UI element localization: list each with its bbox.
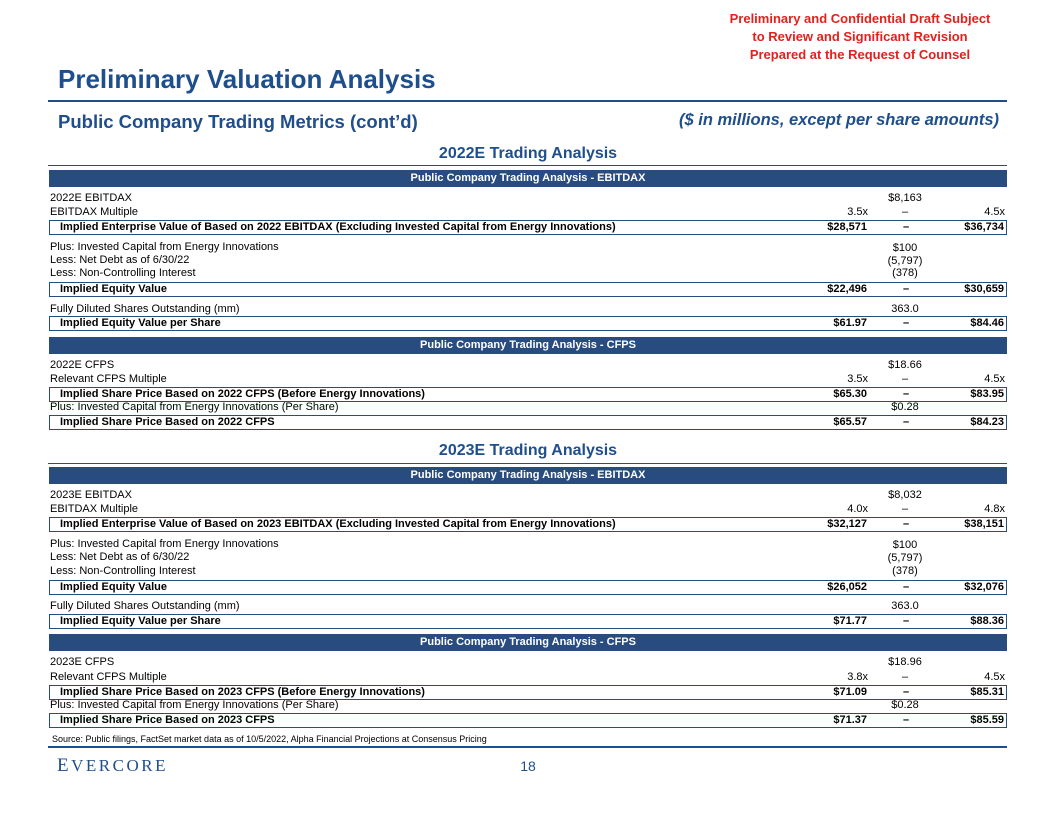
row-label: 2022E EBITDAX (50, 192, 132, 204)
row-dash: – (902, 518, 910, 530)
title-divider (48, 100, 1007, 102)
row-label: Implied Share Price Based on 2022 CFPS (Before Energy Innovations) (60, 388, 425, 400)
confidentiality-line-2: to Review and Significant Revision (752, 29, 968, 44)
row-2022-nci (49, 266, 1007, 281)
row-label: Less: Net Debt as of 6/30/22 (50, 254, 190, 266)
row-value: (5,797) (887, 552, 923, 564)
section-divider-2023 (48, 463, 1007, 464)
row-high: $85.31 (970, 686, 1004, 698)
row-high: $84.46 (970, 317, 1004, 329)
row-low: $32,127 (827, 518, 867, 530)
page-subtitle: Public Company Trading Metrics (cont’d) (58, 111, 418, 132)
row-value: $100 (892, 242, 918, 254)
row-2022-share-price (49, 415, 1007, 430)
row-2023-shares (49, 599, 1007, 614)
bar-2023-cfps: Public Company Trading Analysis - CFPS (49, 634, 1007, 651)
section-divider-2022 (48, 165, 1007, 166)
row-high: 4.8x (984, 503, 1005, 515)
row-dash: – (902, 416, 910, 428)
row-high: $36,734 (964, 221, 1004, 233)
row-dash: – (902, 317, 910, 329)
row-2022-equity-per-share (49, 316, 1007, 331)
row-high: 4.5x (984, 373, 1005, 385)
row-dash: – (902, 615, 910, 627)
row-label: Implied Enterprise Value of Based on 2022 EBITDAX (Excluding Invested Capital from Energy Innovations) (60, 221, 616, 233)
row-low: $65.30 (833, 388, 867, 400)
row-label: Implied Equity Value (60, 283, 167, 295)
row-value: $100 (892, 539, 918, 551)
row-label: Less: Non-Controlling Interest (50, 267, 196, 279)
row-2023-cfps (49, 655, 1007, 670)
page-title: Preliminary Valuation Analysis (58, 64, 436, 94)
row-value: $8,163 (888, 192, 922, 204)
row-low: $26,052 (827, 581, 867, 593)
row-2022-cfps (49, 358, 1007, 373)
row-label: Implied Equity Value per Share (60, 317, 221, 329)
section-title-2022: 2022E Trading Analysis (438, 145, 618, 162)
row-dash: – (902, 581, 910, 593)
row-label: Implied Enterprise Value of Based on 2023 EBITDAX (Excluding Invested Capital from Energy Innovations) (60, 518, 616, 530)
row-value: (5,797) (887, 255, 923, 267)
bar-2022-cfps: Public Company Trading Analysis - CFPS (49, 337, 1007, 354)
section-title-2023: 2023E Trading Analysis (438, 442, 618, 459)
confidentiality-line-1: Preliminary and Confidential Draft Subject (729, 11, 991, 26)
row-label: Implied Equity Value per Share (60, 615, 221, 627)
row-high: $83.95 (970, 388, 1004, 400)
row-dash: – (902, 686, 910, 698)
row-label: Implied Share Price Based on 2023 CFPS (Before Energy Innovations) (60, 686, 425, 698)
row-low: $61.97 (833, 317, 867, 329)
row-high: 4.5x (984, 671, 1005, 683)
row-dash: – (902, 283, 910, 295)
row-low: 3.5x (847, 373, 868, 385)
row-low: $28,571 (827, 221, 867, 233)
row-label: 2023E CFPS (50, 656, 115, 668)
row-dash: – (901, 373, 909, 385)
row-dash: – (902, 221, 910, 233)
row-low: 3.5x (847, 206, 868, 218)
row-2022-cfps-multiple (49, 372, 1007, 387)
row-value: $18.96 (888, 656, 922, 668)
row-label: EBITDAX Multiple (50, 503, 139, 515)
row-2022-ebitdax-multiple (49, 205, 1007, 220)
row-high: $30,659 (964, 283, 1004, 295)
row-high: $84.23 (970, 416, 1004, 428)
row-2023-ebitdax-multiple (49, 502, 1007, 517)
row-value: 363.0 (891, 303, 919, 315)
row-low: $71.37 (833, 714, 867, 726)
row-2022-implied-ev (49, 220, 1007, 235)
row-label: Fully Diluted Shares Outstanding (mm) (50, 600, 240, 612)
row-high: 4.5x (984, 206, 1005, 218)
row-label: Plus: Invested Capital from Energy Innovations (50, 538, 279, 550)
row-label: Relevant CFPS Multiple (50, 373, 167, 385)
source-note: Source: Public filings, FactSet market data as of 10/5/2022, Alpha Financial Projections at Consensus Pricing (52, 734, 487, 744)
row-dash: – (902, 388, 910, 400)
row-label: EBITDAX Multiple (50, 206, 139, 218)
row-label: Less: Net Debt as of 6/30/22 (50, 551, 190, 563)
confidentiality-notice (700, 10, 1020, 64)
footer-divider (48, 746, 1007, 748)
row-high: $88.36 (970, 615, 1004, 627)
units-note: ($ in millions, except per share amounts) (678, 111, 999, 129)
row-2022-implied-equity (49, 282, 1007, 297)
logo-initial: E (57, 755, 72, 776)
row-2022-invested-capital-per-share (49, 400, 1007, 415)
row-high: $38,151 (964, 518, 1004, 530)
row-2023-implied-equity (49, 580, 1007, 595)
row-dash: – (902, 714, 910, 726)
row-value: $0.28 (891, 699, 919, 711)
row-low: $22,496 (827, 283, 867, 295)
row-low: 4.0x (847, 503, 868, 515)
row-low: $65.57 (833, 416, 867, 428)
row-value: (378) (892, 565, 918, 577)
row-2023-invested-capital-per-share (49, 698, 1007, 713)
row-label: Implied Share Price Based on 2023 CFPS (60, 714, 275, 726)
row-value: (378) (892, 267, 918, 279)
row-2023-share-price (49, 713, 1007, 728)
row-label: Plus: Invested Capital from Energy Innovations (50, 241, 279, 253)
row-value: 363.0 (891, 600, 919, 612)
row-label: 2022E CFPS (50, 359, 115, 371)
row-high: $85.59 (970, 714, 1004, 726)
row-dash: – (901, 503, 909, 515)
row-label: Plus: Invested Capital from Energy Innovations (Per Share) (50, 401, 339, 413)
row-2023-implied-ev (49, 517, 1007, 532)
row-label: Implied Equity Value (60, 581, 167, 593)
row-2023-nci (49, 564, 1007, 579)
row-value: $0.28 (891, 401, 919, 413)
row-low: $71.77 (833, 615, 867, 627)
row-low: $71.09 (833, 686, 867, 698)
page-number: 18 (520, 758, 536, 774)
row-dash: – (901, 671, 909, 683)
row-value: $8,032 (888, 489, 922, 501)
bar-2023-ebitdax: Public Company Trading Analysis - EBITDAX (49, 467, 1007, 484)
row-dash: – (901, 206, 909, 218)
bar-2022-ebitdax: Public Company Trading Analysis - EBITDAX (49, 170, 1007, 187)
row-2023-equity-per-share (49, 614, 1007, 629)
logo-rest: VERCORE (71, 756, 168, 775)
row-value: $18.66 (888, 359, 922, 371)
row-label: Plus: Invested Capital from Energy Innovations (Per Share) (50, 699, 339, 711)
confidentiality-line-3: Prepared at the Request of Counsel (749, 47, 971, 62)
row-label: Fully Diluted Shares Outstanding (mm) (50, 303, 240, 315)
row-2022-ebitdax (49, 191, 1007, 206)
row-high: $32,076 (964, 581, 1004, 593)
row-label: Implied Share Price Based on 2022 CFPS (60, 416, 275, 428)
row-2023-net-debt (49, 550, 1007, 565)
row-label: 2023E EBITDAX (50, 489, 132, 501)
row-2022-shares (49, 302, 1007, 317)
row-2023-ebitdax (49, 488, 1007, 503)
row-label: Less: Non-Controlling Interest (50, 565, 196, 577)
row-low: 3.8x (847, 671, 868, 683)
row-2023-cfps-multiple (49, 670, 1007, 685)
row-label: Relevant CFPS Multiple (50, 671, 167, 683)
